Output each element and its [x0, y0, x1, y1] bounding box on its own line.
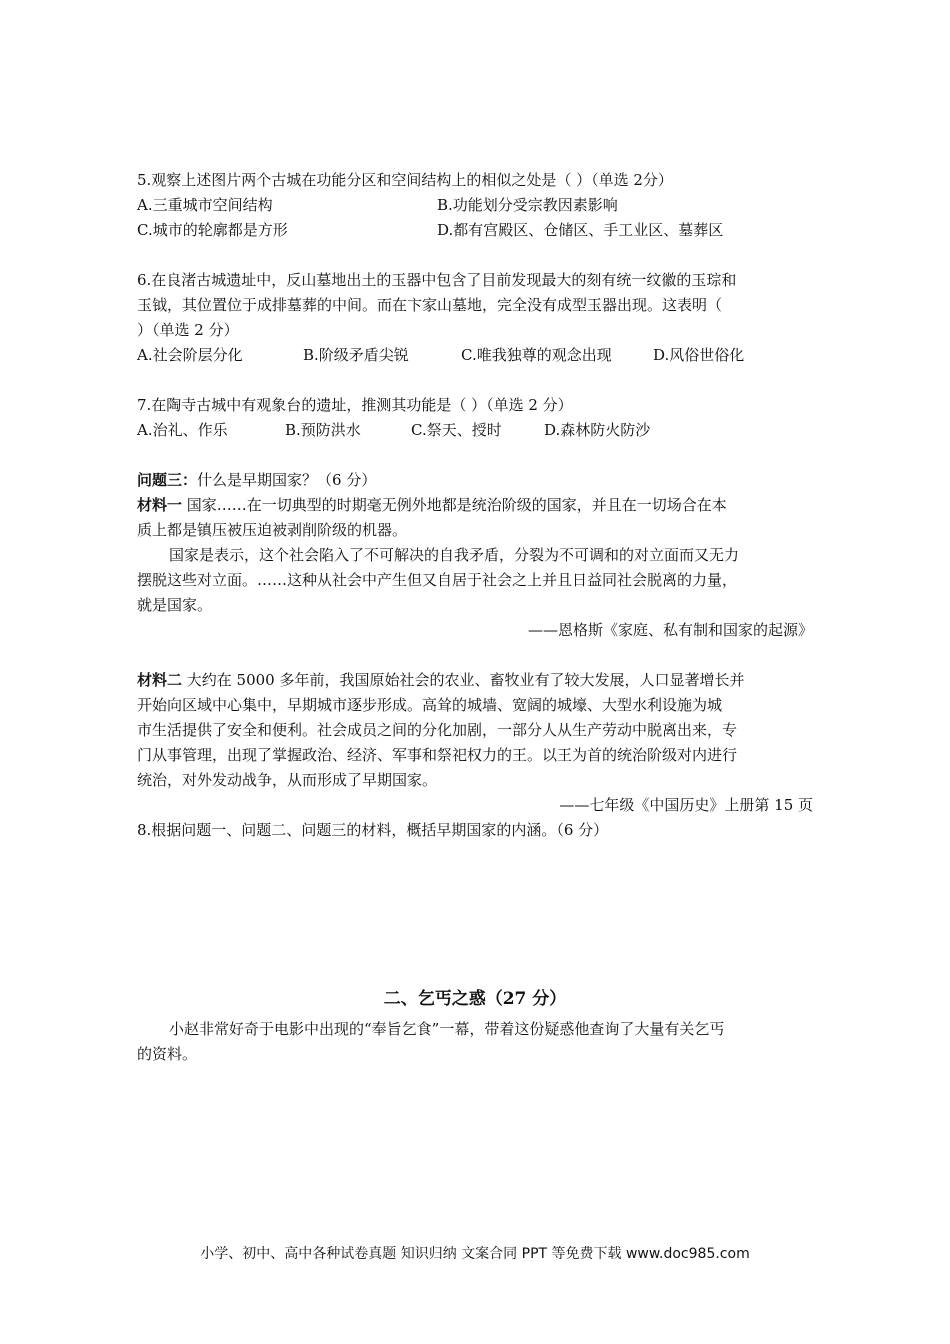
material1-text: 质上都是镇压被压迫被剥削阶级的机器。 [137, 521, 408, 539]
material1-source: ——恩格斯《家庭、私有制和国家的起源》 [527, 621, 813, 639]
q6-stem-line: 玉钺，其位置位于成排墓葬的中间。而在卞家山墓地，完全没有成型玉器出现。这表明（ [137, 296, 723, 314]
material1-label: 材料一 [137, 496, 183, 514]
material2-line [137, 670, 745, 690]
q5-stem: 5.观察上述图片两个古城在功能分区和空间结构上的相似之处是（ ）（单选 2分） [137, 171, 673, 189]
problem3-title: 什么是早期国家？（6 分） [197, 471, 377, 489]
section2-title: 二、乞丐之惑（27 分） [383, 989, 567, 1009]
material2-text: 大约在 5000 多年前，我国原始社会的农业、畜牧业有了较大发展，人口显著增长并 [182, 671, 745, 689]
page-footer: 小学、初中、高中各种试卷真题 知识归纳 文案合同 PPT 等免费下载 www.doc985.com [200, 1246, 750, 1262]
material1-text: 国家……在一切典型的时期毫无例外地都是统治阶级的国家，并且在一切场合在本 [182, 496, 727, 514]
material2-text: 市生活提供了安全和便利。社会成员之间的分化加剧，一部分人从生产劳动中脱离出来，专 [137, 721, 738, 739]
q7-stem: 7.在陶寺古城中有观象台的遗址，推测其功能是（ ）（单选 2 分） [137, 396, 573, 414]
material1-para2: 摆脱这些对立面。……这种从社会中产生但又自居于社会之上并且日益同社会脱离的力量， [137, 571, 738, 589]
problem3-label: 问题三： [137, 471, 198, 489]
material2-text: 门从事管理，出现了掌握政治、经济、军事和祭祀权力的王。以王为首的统治阶级对内进行 [137, 746, 738, 764]
material2-source: ——七年级《中国历史》上册第 15 页 [559, 796, 813, 814]
q7-option-c: C.祭天、授时 [411, 421, 502, 439]
q6-option-a: A.社会阶层分化 [137, 346, 243, 364]
q5-option-d: D.都有宫殿区、仓储区、手工业区、墓葬区 [437, 221, 724, 239]
q5-option-c: C.城市的轮廓都是方形 [137, 221, 288, 239]
material2-text: 统治，对外发动战争，从而形成了早期国家。 [137, 771, 438, 789]
q7-option-b: B.预防洪水 [285, 421, 361, 439]
q8-stem: 8.根据问题一、问题二、问题三的材料，概括早期国家的内涵。（6 分） [137, 821, 609, 839]
q6-option-d: D.风俗世俗化 [653, 346, 745, 364]
material2-label: 材料二 [137, 671, 183, 689]
material1-line [137, 495, 727, 515]
problem3-heading [137, 470, 376, 490]
q6-stem-line: 6.在良渚古城遗址中，反山墓地出土的玉器中包含了目前发现最大的刻有统一纹徽的玉琮和 [137, 271, 737, 289]
section2-intro: 的资料。 [137, 1045, 198, 1063]
material1-para2: 国家是表示，这个社会陷入了不可解决的自我矛盾，分裂为不可调和的对立面而又无力 [169, 546, 740, 564]
q6-option-c: C.唯我独尊的观念出现 [461, 346, 612, 364]
q7-option-a: A.治礼、作乐 [137, 421, 228, 439]
q7-option-d: D.森林防火防沙 [544, 421, 651, 439]
q6-option-b: B.阶级矛盾尖锐 [303, 346, 409, 364]
q6-stem-line: ）（单选 2 分） [137, 321, 239, 339]
material1-para2: 就是国家。 [137, 596, 213, 614]
section2-intro: 小赵非常好奇于电影中出现的“奉旨乞食”一幕，带着这份疑惑他查询了大量有关乞丐 [169, 1020, 725, 1038]
material2-text: 开始向区域中心集中，早期城市逐步形成。高耸的城墙、宽阔的城壕、大型水利设施为城 [137, 696, 723, 714]
q5-option-a: A.三重城市空间结构 [137, 196, 273, 214]
q5-option-b: B.功能划分受宗教因素影响 [437, 196, 618, 214]
